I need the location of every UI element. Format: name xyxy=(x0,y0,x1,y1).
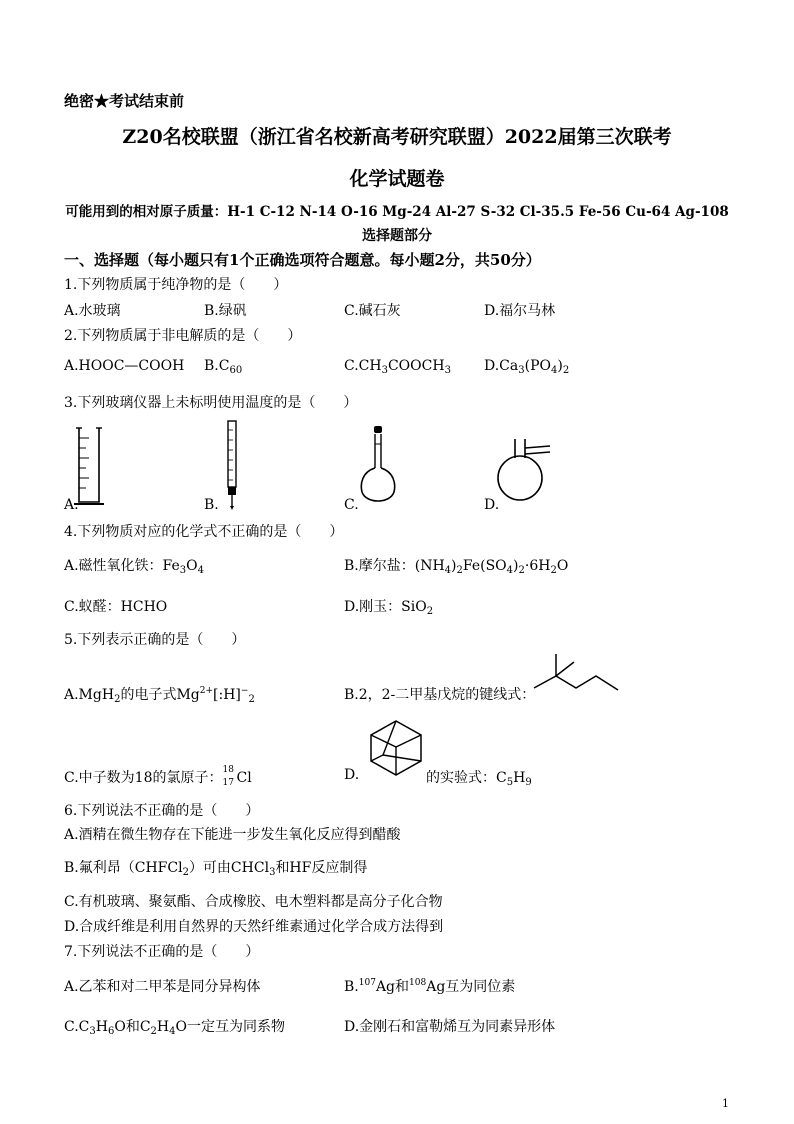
adamantane-structure-icon xyxy=(365,717,427,779)
text: H xyxy=(513,770,526,786)
subscript: 2 xyxy=(182,867,189,878)
secret-label: 绝密★考试结束前 xyxy=(64,92,185,110)
subscript: 6 xyxy=(107,1026,115,1037)
q2-option-a: A.HOOC—COOH xyxy=(64,358,185,374)
subscript: 2 xyxy=(150,1026,157,1037)
q5-option-d-label: D. xyxy=(344,767,360,783)
superscript: 108 xyxy=(409,978,427,988)
q7-stem: 7.下列说法不正确的是（ ） xyxy=(64,944,260,960)
text: ·6H xyxy=(524,558,551,574)
q1-stem: 1.下列物质属于纯净物的是（ ） xyxy=(64,277,288,293)
subscript: 4 xyxy=(169,1026,176,1037)
text: Fe(SO xyxy=(462,558,507,574)
q6-option-d: D.合成纤维是利用自然界的天然纤维素通过化学合成方法得到 xyxy=(64,919,444,935)
q5-stem: 5.下列表示正确的是（ ） xyxy=(64,632,246,648)
text: D.刚玉：SiO xyxy=(344,599,427,615)
q2-option-c xyxy=(344,358,451,376)
subscript: 4 xyxy=(444,565,452,576)
subscript: 5 xyxy=(506,777,514,788)
q7-option-c xyxy=(64,1016,285,1037)
atomic-mass-line: 可能用到的相对原子质量：H-1 C-12 N-14 O-16 Mg-24 Al-27 S-32 Cl-35.5 Fe-56 Cu-64 Ag-108 xyxy=(65,204,729,220)
q4-option-b xyxy=(344,555,568,576)
text: O一定互为同系物 xyxy=(175,1019,285,1035)
superscript: − xyxy=(240,686,249,696)
volumetric-flask-icon xyxy=(358,424,398,506)
subscript: 2 xyxy=(518,565,525,576)
q1-option-b: B.绿矾 xyxy=(204,303,247,319)
text: D.Ca xyxy=(484,358,519,374)
q4-option-c: C.蚁醛：HCHO xyxy=(64,599,168,615)
q7-option-a: A.乙苯和对二甲苯是同分异构体 xyxy=(64,979,261,995)
q4-stem: 4.下列物质对应的化学式不正确的是（ ） xyxy=(64,524,344,540)
text: C.中子数为18的氯原子： xyxy=(64,770,223,786)
q6-option-c: C.有机玻璃、聚氨酯、合成橡胶、电木塑料都是高分子化合物 xyxy=(64,894,443,910)
q3-option-a: A. xyxy=(64,497,79,513)
mass-number: 18 xyxy=(222,765,234,775)
dimethylpentane-structure-icon xyxy=(532,652,620,694)
exam-subtitle: 化学试题卷 xyxy=(349,168,445,190)
graduated-cylinder-icon xyxy=(74,426,104,506)
q1-option-c: C.碱石灰 xyxy=(344,303,401,319)
q6-option-a: A.酒精在微生物存在下能进一步发生氧化反应得到醋酸 xyxy=(64,827,401,843)
subscript: 2 xyxy=(114,694,121,705)
subscript: 2 xyxy=(456,565,463,576)
section-heading: 一、选择题（每小题只有1个正确选项符合题意。每小题2分，共50分） xyxy=(64,251,541,269)
text: O xyxy=(556,558,569,574)
distillation-flask-icon xyxy=(498,438,554,504)
text: O和C xyxy=(114,1019,151,1035)
text: 的实验式：C xyxy=(426,770,507,786)
text: A.磁性氧化铁：Fe xyxy=(64,558,180,574)
text: COOCH xyxy=(387,358,445,374)
page-number: 1 xyxy=(722,1097,729,1110)
text: ) xyxy=(451,558,457,574)
part-heading: 选择题部分 xyxy=(362,228,432,244)
text: 的电子式Mg xyxy=(120,687,200,703)
q3-option-c: C. xyxy=(344,497,359,513)
text: ) xyxy=(557,358,563,374)
text: B. xyxy=(344,979,359,995)
q3-option-b: B. xyxy=(204,497,219,513)
superscript: 107 xyxy=(358,978,376,988)
text: B.C xyxy=(204,358,230,374)
q4-option-d xyxy=(344,596,433,617)
q2-stem: 2.下列物质属于非电解质的是（ ） xyxy=(64,328,302,344)
text: A.MgH xyxy=(64,687,115,703)
subscript: 3 xyxy=(518,365,525,376)
text: ）可由CHCl xyxy=(188,860,270,876)
q6-stem: 6.下列说法不正确的是（ ） xyxy=(64,803,260,819)
text: (PO xyxy=(524,358,551,374)
text: B.氟利昂（CHFCl xyxy=(64,860,183,876)
subscript: 3 xyxy=(444,365,451,376)
subscript: 2 xyxy=(562,365,570,376)
exam-title: Z20名校联盟（浙江省名校新高考研究联盟）2022届第三次联考 xyxy=(122,126,672,148)
q5-option-a xyxy=(64,684,255,705)
q6-option-b xyxy=(64,857,367,878)
text: Ag和 xyxy=(375,979,410,995)
superscript: 2+ xyxy=(199,686,214,696)
text: B.摩尔盐：(NH xyxy=(344,558,445,574)
q4-option-a xyxy=(64,555,204,576)
q1-option-a: A.水玻璃 xyxy=(64,303,121,319)
subscript: 3 xyxy=(381,365,388,376)
subscript: 3 xyxy=(179,565,187,576)
burette-icon xyxy=(222,420,242,510)
q2-option-b xyxy=(204,358,242,376)
subscript: 4 xyxy=(550,365,558,376)
q7-option-d: D.金刚石和富勒烯互为同素异形体 xyxy=(344,1019,556,1035)
text: Cl xyxy=(236,770,252,786)
subscript: 9 xyxy=(525,777,532,788)
subscript: 4 xyxy=(506,565,514,576)
text: 和HF反应制得 xyxy=(275,860,368,876)
text: H xyxy=(156,1019,170,1035)
q3-option-d: D. xyxy=(484,497,500,513)
text: Ag互为同位素 xyxy=(426,979,516,995)
text: H xyxy=(95,1019,108,1035)
text: [:H] xyxy=(213,687,241,703)
subscript: 60 xyxy=(229,365,243,376)
text: C.C xyxy=(64,1019,90,1035)
q5-option-b: B.2，2-二甲基戊烷的键线式： xyxy=(344,687,536,703)
q1-option-d: D.福尔马林 xyxy=(484,303,556,319)
subscript: 3 xyxy=(269,867,276,878)
q5-option-d-text xyxy=(426,767,532,788)
subscript: 2 xyxy=(426,606,434,617)
atomic-number: 17 xyxy=(222,778,234,788)
nuclide-notation xyxy=(222,765,236,788)
text: O xyxy=(186,558,198,574)
q5-option-c xyxy=(64,767,252,787)
subscript: 4 xyxy=(197,565,205,576)
subscript: 2 xyxy=(550,565,557,576)
subscript: 3 xyxy=(89,1026,96,1037)
text: ) xyxy=(513,558,519,574)
subscript: 2 xyxy=(248,694,255,705)
text: C.CH xyxy=(344,358,382,374)
q2-option-d xyxy=(484,358,569,376)
q7-option-b xyxy=(344,976,515,996)
q3-stem: 3.下列玻璃仪器上未标明使用温度的是（ ） xyxy=(64,395,358,411)
